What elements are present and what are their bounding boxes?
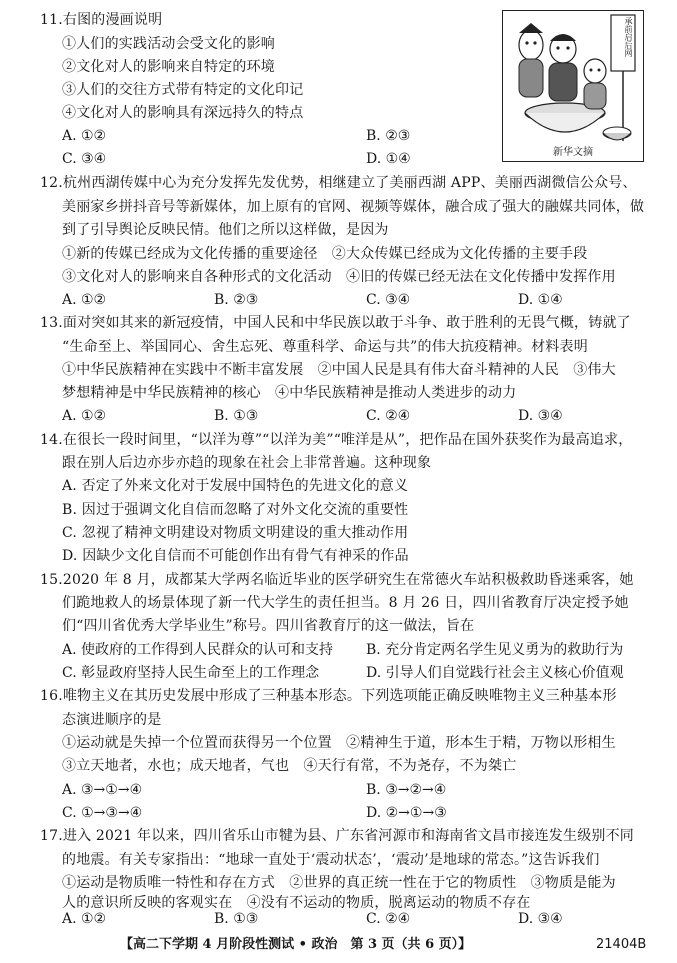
q14-line-2: 跟在别人后边亦步亦趋的现象在社会上非常普遍。这种现象 — [62, 455, 432, 471]
q17-option-c: C. ②④ — [366, 911, 411, 927]
q16-line-2: 态演进顺序的是 — [62, 712, 162, 728]
q11-statement-4: ④文化对人的影响具有深远持久的特点 — [62, 105, 304, 121]
q12-line-2: 美丽家乡拼抖音号等新媒体，加上原有的官网、视频等媒体，融合成了强大的融媒共同体，做 — [62, 199, 645, 215]
cartoon-caption: 新华文摘 — [553, 147, 593, 158]
q15-line-2: 们跪地救人的场景体现了新一代大学生的责任担当。8 月 26 日，四川省教育厅决定授予她 — [62, 595, 629, 611]
q13-line-4: 梦想精神是中华民族精神的核心 ④中华民族精神是推动人类进步的动力 — [62, 385, 517, 401]
q16-line-1: 16.唯物主义在其历史发展中形成了三种基本形态。下列选项能正确反映唯物主义三种基本形 — [40, 688, 617, 704]
q15-option-d: D. 引导人们自觉践行社会主义核心价值观 — [366, 665, 624, 681]
q13-line-3: ①中华民族精神在实践中不断丰富发展 ②中国人民是具有伟大奋斗精神的人民 ③伟大 — [62, 362, 616, 378]
q13-option-d: D. ③④ — [518, 408, 563, 424]
q11-option-b: B. ②③ — [366, 128, 411, 144]
q14-option-b: B. 因过于强调文化自信而忽略了对外文化交流的重要性 — [62, 502, 409, 518]
q12-line-3: 到了引导舆论反映民情。他们之所以这样做，是因为 — [62, 222, 389, 238]
q12-option-a: A. ①② — [62, 292, 107, 308]
q12-line-5: ③文化对人的影响来自各种形式的文化活动 ④旧的传媒已经无法在文化传播中发挥作用 — [62, 269, 616, 285]
q12-line-4: ①新的传媒已经成为文化传播的重要途径 ②大众传媒已经成为文化传播的主要手段 — [62, 246, 588, 262]
q17-line-2: 的地震。有关专家指出：“地球一直处于‘震动状态’，‘震动’是地球的常态。”这告诉我们 — [62, 852, 600, 868]
q11-option-d: D. ①④ — [366, 151, 411, 167]
q15-line-3: 们“四川省优秀大学毕业生”称号。四川省教育厅的这一做法，旨在 — [62, 618, 475, 634]
q13-line-1: 13.面对突如其来的新冠疫情，中国人民和中华民族以敢于斗争、敢于胜利的无畏气概，铸就了 — [40, 315, 631, 331]
q13-line-2: “生命至上、举国同心、舍生忘死、尊重科学、命运与共”的伟大抗疫精神。材料表明 — [62, 339, 588, 355]
q17-option-b: B. ①③ — [214, 911, 259, 927]
q11-option-c: C. ③④ — [62, 151, 107, 167]
q12-line-1: 12.杭州西湖传媒中心为充分发挥先发优势，相继建立了美丽西湖 APP、美丽西湖微信公众号、 — [40, 175, 637, 191]
q17-option-d: D. ③④ — [518, 911, 563, 927]
q16-line-4: ③立天地者，水也；成天地者，气也 ④天行有常，不为尧存，不为桀亡 — [62, 758, 517, 774]
q13-option-c: C. ②④ — [366, 408, 411, 424]
cartoon-sign-text: 承前启后网 — [624, 17, 633, 57]
q11-stem: 11.右图的漫画说明 — [40, 12, 163, 28]
q12-option-d: D. ①④ — [518, 292, 563, 308]
exam-code: 21404B — [596, 937, 647, 952]
q14-option-a: A. 否定了外来文化对于发展中国特色的先进文化的意义 — [62, 478, 409, 494]
q16-option-d: D. ②→①→③ — [366, 805, 447, 821]
q17-line-1: 17.进入 2021 年以来，四川省乐山市犍为县、广东省河源市和海南省文昌市接连发生级别不同 — [40, 828, 634, 844]
q13-option-a: A. ①② — [62, 408, 107, 424]
q14-line-1: 14.在很长一段时间里，“以洋为尊”“以洋为美”“唯洋是从”，把作品在国外获奖作为最高追求， — [40, 432, 633, 448]
q15-option-b: B. 充分肯定两名学生见义勇为的救助行为 — [366, 642, 624, 658]
q11-option-a: A. ①② — [62, 128, 107, 144]
page-footer: 【高二下学期 4 月阶段性测试 • 政治 第 3 页（共 6 页）】 — [120, 937, 472, 952]
q12-option-c: C. ③④ — [366, 292, 411, 308]
q16-line-3: ①运动就是失掉一个位置而获得另一个位置 ②精神生于道，形本生于精，万物以形相生 — [62, 735, 616, 751]
q15-option-a: A. 使政府的工作得到人民群众的认可和支持 — [62, 642, 334, 658]
q16-option-b: B. ③→②→④ — [366, 782, 447, 798]
q15-option-c: C. 彰显政府坚持人民生命至上的工作理念 — [62, 665, 320, 681]
q16-option-c: C. ①→③→④ — [62, 805, 143, 821]
q11-cartoon — [502, 10, 644, 162]
q15-line-1: 15.2020 年 8 月，成都某大学两名临近毕业的医学研究生在常德火车站积极救助昏迷乘客，她 — [40, 572, 634, 588]
q17-line-3: ①运动是物质唯一特性和存在方式 ②世界的真正统一性在于它的物质性 ③物质是能为 — [62, 875, 616, 891]
q11-statement-2: ②文化对人的影响来自特定的环境 — [62, 59, 275, 75]
q11-statement-1: ①人们的实践活动会受文化的影响 — [62, 36, 275, 52]
q11-statement-3: ③人们的交往方式带有特定的文化印记 — [62, 82, 304, 98]
q14-option-c: C. 忽视了精神文明建设对物质文明建设的重大推动作用 — [62, 525, 409, 541]
q17-line-4: 人的意识所反映的客观实在 ④没有不运动的物质，脱离运动的物质不存在 — [62, 895, 531, 911]
q16-option-a: A. ③→①→④ — [62, 782, 143, 798]
q13-option-b: B. ①③ — [214, 408, 259, 424]
q12-option-b: B. ②③ — [214, 292, 259, 308]
q17-option-a: A. ①② — [62, 911, 107, 927]
q14-option-d: D. 因缺少文化自信而不可能创作出有骨气有神采的作品 — [62, 548, 409, 564]
